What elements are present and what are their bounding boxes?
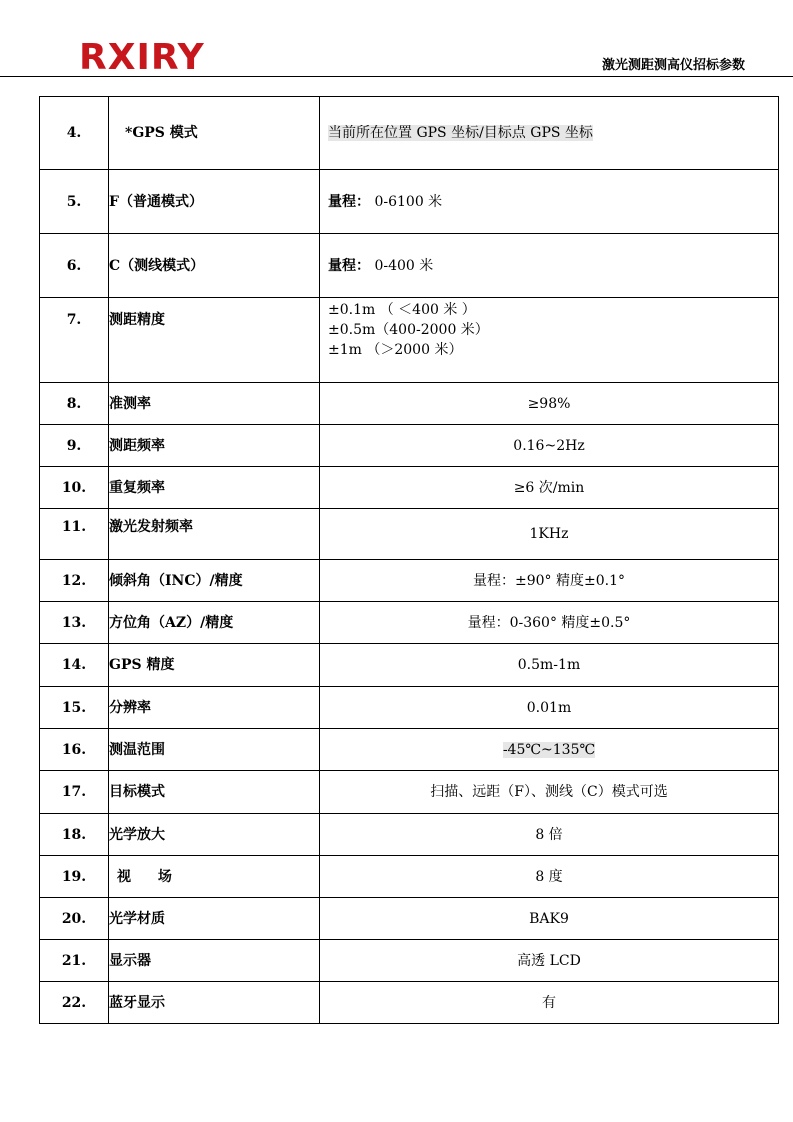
row-number: 13. bbox=[40, 602, 109, 644]
row-number: 11. bbox=[40, 509, 109, 560]
header-divider bbox=[0, 76, 793, 77]
row-item: 测距精度 bbox=[109, 298, 320, 383]
table-row bbox=[40, 898, 779, 940]
row-item: 视 场 bbox=[109, 856, 320, 898]
row-number: 5. bbox=[40, 170, 109, 234]
accuracy-line: ±0.5m（400-2000 米） bbox=[328, 322, 489, 338]
table-row bbox=[40, 425, 779, 467]
row-value bbox=[320, 298, 779, 383]
row-item: 测距频率 bbox=[109, 425, 320, 467]
table-row bbox=[40, 644, 779, 687]
row-value: BAK9 bbox=[320, 898, 779, 940]
row-value: 8 倍 bbox=[320, 814, 779, 856]
table-row bbox=[40, 856, 779, 898]
row-item: 显示器 bbox=[109, 940, 320, 982]
row-value: ≥98% bbox=[320, 383, 779, 425]
row-item: 目标模式 bbox=[109, 771, 320, 814]
row-number: 10. bbox=[40, 467, 109, 509]
table-row bbox=[40, 729, 779, 771]
table-row bbox=[40, 771, 779, 814]
row-value-text: 0-6100 米 bbox=[374, 193, 443, 210]
table-row bbox=[40, 602, 779, 644]
accuracy-line: ±1m （＞2000 米） bbox=[328, 342, 463, 358]
row-value: 1KHz bbox=[320, 509, 779, 560]
document-title: 激光测距测高仪招标参数 bbox=[601, 58, 745, 73]
row-number: 16. bbox=[40, 729, 109, 771]
table-row bbox=[40, 467, 779, 509]
row-value: 0.16~2Hz bbox=[320, 425, 779, 467]
row-value: 8 度 bbox=[320, 856, 779, 898]
row-value bbox=[320, 170, 779, 234]
table-row bbox=[40, 814, 779, 856]
row-value: 量程：0-360° 精度±0.5° bbox=[320, 602, 779, 644]
table-row bbox=[40, 298, 779, 383]
row-number: 15. bbox=[40, 687, 109, 729]
row-item: 蓝牙显示 bbox=[109, 982, 320, 1024]
row-value: 有 bbox=[320, 982, 779, 1024]
row-value-text: -45℃~135℃ bbox=[502, 741, 596, 758]
row-number: 6. bbox=[40, 234, 109, 298]
row-item: 方位角（AZ）/精度 bbox=[109, 602, 320, 644]
table-row bbox=[40, 940, 779, 982]
row-item: 测温范围 bbox=[109, 729, 320, 771]
row-item: 倾斜角（INC）/精度 bbox=[109, 560, 320, 602]
row-number: 12. bbox=[40, 560, 109, 602]
row-number: 7. bbox=[40, 298, 109, 383]
row-value bbox=[320, 729, 779, 771]
row-item: 准测率 bbox=[109, 383, 320, 425]
row-item: F（普通模式） bbox=[109, 170, 320, 234]
table-row bbox=[40, 234, 779, 298]
row-number: 9. bbox=[40, 425, 109, 467]
value-label: 量程： bbox=[328, 193, 370, 210]
row-item: GPS 精度 bbox=[109, 644, 320, 687]
row-value: 高透 LCD bbox=[320, 940, 779, 982]
company-logo: RXIRY bbox=[79, 37, 205, 78]
row-value-text: 0-400 米 bbox=[374, 257, 434, 274]
table-row bbox=[40, 383, 779, 425]
table-row bbox=[40, 170, 779, 234]
row-value-text: 当前所在位置 GPS 坐标/目标点 GPS 坐标 bbox=[328, 125, 593, 141]
spec-table bbox=[39, 96, 779, 1024]
row-item: 光学材质 bbox=[109, 898, 320, 940]
row-number: 22. bbox=[40, 982, 109, 1024]
row-value: 0.5m-1m bbox=[320, 644, 779, 687]
row-number: 21. bbox=[40, 940, 109, 982]
row-value: 扫描、远距（F）、测线（C）模式可选 bbox=[320, 771, 779, 814]
table-row bbox=[40, 982, 779, 1024]
row-item: 光学放大 bbox=[109, 814, 320, 856]
row-number: 17. bbox=[40, 771, 109, 814]
row-item: 重复频率 bbox=[109, 467, 320, 509]
row-value: ≥6 次/min bbox=[320, 467, 779, 509]
table-row bbox=[40, 560, 779, 602]
table-row bbox=[40, 509, 779, 560]
row-value: 量程：±90° 精度±0.1° bbox=[320, 560, 779, 602]
row-item: *GPS 模式 bbox=[109, 97, 320, 170]
row-number: 18. bbox=[40, 814, 109, 856]
row-item: 分辨率 bbox=[109, 687, 320, 729]
table-row bbox=[40, 97, 779, 170]
row-value: 0.01m bbox=[320, 687, 779, 729]
row-value bbox=[320, 234, 779, 298]
row-item: 激光发射频率 bbox=[109, 509, 320, 560]
row-item: C（测线模式） bbox=[109, 234, 320, 298]
table-row bbox=[40, 687, 779, 729]
row-number: 14. bbox=[40, 644, 109, 687]
row-number: 19. bbox=[40, 856, 109, 898]
row-number: 8. bbox=[40, 383, 109, 425]
accuracy-line: ±0.1m （ ＜400 米 ） bbox=[328, 302, 476, 318]
row-number: 20. bbox=[40, 898, 109, 940]
value-label: 量程： bbox=[328, 257, 370, 274]
row-number: 4. bbox=[40, 97, 109, 170]
row-value bbox=[320, 97, 779, 170]
